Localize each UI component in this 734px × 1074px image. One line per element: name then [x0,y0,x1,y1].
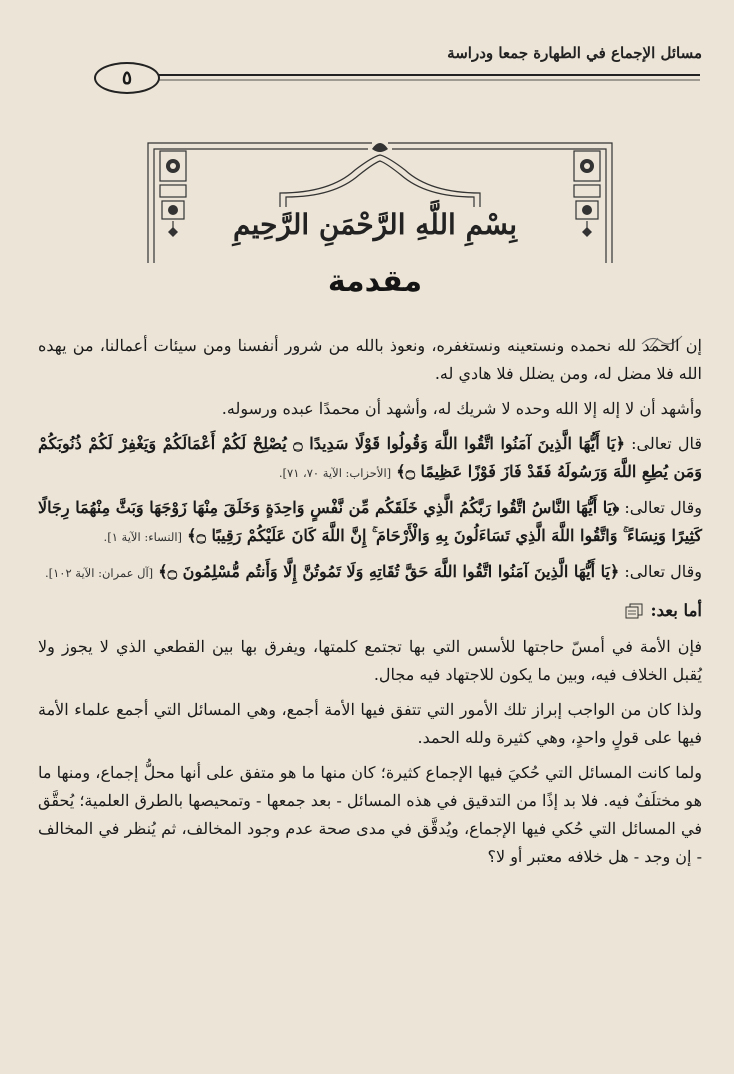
paragraph-ummah-need: فإن الأمة في أمسّ حاجتها للأسس التي بها تجتمع كلمتها، ويفرق بها بين القطعي الذي لا يجوز ولا يُقبل الخلاف فيه، وبين ما يكون للاجتهاد فيه مجال. [38,637,703,684]
quote-intro: وقال تعالى: [624,498,702,517]
section-subheading [38,597,702,625]
quran-verse: ﴿يَا أَيُّهَا الَّذِينَ آمَنُوا اتَّقُوا اللَّهَ حَقَّ تُقَاتِهِ وَلَا تَمُوتُنَّ إِلَّا وَأَنتُم مُّسْلِمُونَ ۝﴾ [158,562,620,581]
paragraph-opening-praise: إن الحمد لله نحمده ونستعينه ونستغفره، ونعوذ بالله من شرور أنفسنا ومن سيئات أعمالنا، من يهده الله فلا مضل له، ومن يضلل فلا هادي له. [38,336,702,383]
quran-verse: ﴿يَا أَيُّهَا الَّذِينَ آمَنُوا اتَّقُوا اللَّهَ وَقُولُوا قَوْلًا سَدِيدًا ۝ يُصْلِحْ لَكُمْ أَعْمَالَكُمْ وَيَغْفِرْ لَكُمْ ذُنُوبَكُمْ وَمَن يُطِعِ اللَّهَ وَرَسُولَهُ فَقَدْ فَازَ فَوْزًا عَظِيمًا ۝﴾ [38,434,702,481]
quote-intro: وقال تعالى: [624,562,702,581]
subheading-text: أما بعد: [650,601,702,620]
body-text [38,332,702,878]
header-rule [88,62,700,92]
running-header-title: مسائل الإجماع في الطهارة جمعا ودراسة [447,44,702,62]
quran-verse: ﴿يَا أَيُّهَا النَّاسُ اتَّقُوا رَبَّكُمُ الَّذِي خَلَقَكُم مِّن نَّفْسٍ وَاحِدَةٍ وَخَلَقَ مِنْهَا زَوْجَهَا وَبَثَّ مِنْهُمَا رِجَالًا كَثِيرًا وَنِسَاءً ۚ وَاتَّقُوا اللَّهَ الَّذِي تَسَاءَلُونَ بِهِ وَالْأَرْحَامَ ۚ إِنَّ اللَّهَ كَانَ عَلَيْكُمْ رَقِيبًا ۝﴾ [38,498,702,545]
paragraph-duty: ولذا كان من الواجب إبراز تلك الأمور التي تتفق فيها الأمة أجمع، وهي المسائل التي أجمع علماء الأمة فيها على قولٍ واحدٍ، وهي كثيرة ولله الحمد. [38,700,702,747]
verse-citation: [الأحزاب: الآية ٧٠، ٧١]. [278,466,392,480]
paragraph-verification: ولما كانت المسائل التي حُكيَ فيها الإجماع كثيرة؛ كان منها ما هو متفق على أنها محلُّ إجماع، ومنها ما هو مختلَفٌ فيه. فلا بد إذًا من التدقيق في هذه المسائل - بعد جمعها - وتمحيصها بالطرق العلمية؛ يُحقَّق في المسائل التي حُكي فيها الإجماع، ويُدقَّق في مدى صحة عدم وجود المخالف، ثم يُنظر في المخالف - إن وجد - هل خلافه معتبر أو لا؟ [38,763,703,866]
quran-quote-3 [38,558,702,587]
page-number: ٥ [94,62,160,94]
basmala: بِسْمِ اللَّهِ الرَّحْمَنِ الرَّحِيمِ [233,208,517,241]
chapter-title: مقدمة [327,264,423,299]
paragraph-shahada: وأشهد أن لا إله إلا الله وحده لا شريك له، وأشهد أن محمدًا عبده ورسوله. [221,399,702,418]
verse-citation: [النساء: الآية ١]. [103,530,183,544]
quran-quote-1 [38,430,702,487]
quran-quote-2 [38,494,702,551]
ornamental-frame [140,135,620,270]
quote-intro: قال تعالى: [631,434,703,453]
verse-citation: [آل عمران: الآية ١٠٢]. [44,566,154,580]
document-stack-icon [625,603,643,619]
